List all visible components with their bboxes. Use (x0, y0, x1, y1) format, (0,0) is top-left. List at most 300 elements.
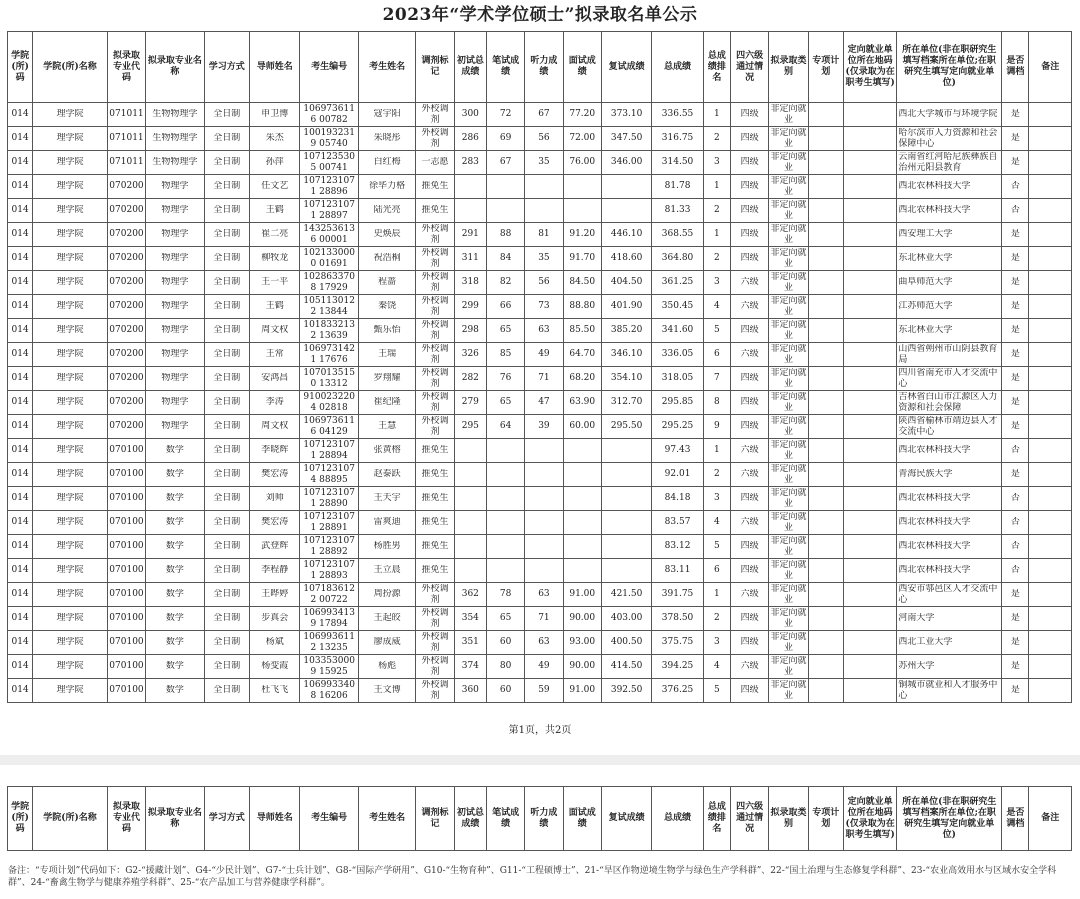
cell-employer: 西北农林科技大学 (897, 535, 1002, 559)
cell-rank: 1 (703, 103, 730, 127)
cell-college-code: 014 (8, 655, 33, 679)
cell-candidate-name: 徐毕力格 (358, 175, 415, 199)
cell-special-plan (808, 511, 843, 535)
cell-location-code (843, 151, 896, 175)
header-location-code: 定向就业单位所在地码(仅录取为在职考生填写) (843, 787, 896, 851)
header-interview-score: 面试成绩 (563, 787, 601, 851)
cell-study-mode: 全日制 (204, 679, 249, 703)
cell-advisor-name: 周文权 (250, 415, 300, 439)
cell-exam-id: 1071231071 28891 (300, 511, 358, 535)
cell-exam-id: 1071235305 00741 (300, 151, 358, 175)
cell-file-transfer: 是 (1002, 343, 1029, 367)
cell-employer: 东北林业大学 (897, 319, 1002, 343)
table-row (8, 295, 1072, 319)
cell-advisor-name: 杨斌 (250, 631, 300, 655)
cell-remarks (1029, 199, 1072, 223)
cell-college-code: 014 (8, 295, 33, 319)
cell-study-mode: 全日制 (204, 511, 249, 535)
cell-listening-score: 63 (525, 583, 563, 607)
cell-major-code: 070200 (107, 415, 145, 439)
cell-study-mode: 全日制 (204, 175, 249, 199)
cell-study-mode: 全日制 (204, 487, 249, 511)
cell-exam-id: 1071231071 28890 (300, 487, 358, 511)
cell-adjust-mark: 外校调剂 (416, 223, 454, 247)
cell-major-name: 数学 (146, 439, 204, 463)
cell-cet-level: 六级 (730, 655, 768, 679)
cell-college-name: 理学院 (33, 415, 108, 439)
cell-total-score: 316.75 (652, 127, 703, 151)
cell-rank: 2 (703, 127, 730, 151)
cell-candidate-name: 秦饶 (358, 295, 415, 319)
cell-college-name: 理学院 (33, 439, 108, 463)
cell-location-code (843, 463, 896, 487)
cell-admission-type: 非定向就业 (770, 175, 807, 197)
cell-listening-score (525, 487, 563, 511)
cell-file-transfer: 是 (1002, 367, 1029, 391)
cell-adjust-mark: 外校调剂 (416, 367, 454, 391)
cell-cet-level: 六级 (730, 583, 768, 607)
cell-listening-score (525, 199, 563, 223)
cell-study-mode: 全日制 (204, 391, 249, 415)
cell-candidate-name: 白红梅 (358, 151, 415, 175)
cell-written-score: 60 (486, 679, 524, 703)
cell-retest-score: 385.20 (601, 319, 651, 343)
cell-total-score: 394.25 (652, 655, 703, 679)
header-college-code: 学院(所)码 (8, 787, 33, 851)
cell-study-mode: 全日制 (204, 319, 249, 343)
cell-interview-score (563, 559, 601, 583)
cell-file-transfer: 是 (1002, 391, 1029, 415)
cell-study-mode: 全日制 (204, 655, 249, 679)
cell-major-code: 070100 (107, 559, 145, 583)
cell-college-code: 014 (8, 439, 33, 463)
cell-advisor-name: 崔二亮 (250, 223, 300, 247)
cell-cet-level: 四级 (730, 631, 768, 655)
cell-location-code (843, 655, 896, 679)
cell-prelim-total: 282 (454, 367, 486, 391)
cell-written-score: 78 (486, 583, 524, 607)
header-major-name: 拟录取专业名称 (146, 787, 204, 851)
cell-candidate-name: 崔纪隆 (358, 391, 415, 415)
cell-admission-type: 非定向就业 (770, 103, 807, 125)
cell-total-score: 350.45 (652, 295, 703, 319)
cell-remarks (1029, 271, 1072, 295)
cell-location-code (843, 631, 896, 655)
cell-rank: 5 (703, 679, 730, 703)
cell-special-plan (808, 679, 843, 703)
cell-cet-level: 四级 (730, 199, 768, 223)
cell-major-code: 070100 (107, 607, 145, 631)
cell-cet-level: 四级 (730, 487, 768, 511)
cell-total-score: 376.25 (652, 679, 703, 703)
cell-adjust-mark: 推免生 (416, 559, 454, 583)
cell-advisor-name: 李晓辉 (250, 439, 300, 463)
cell-prelim-total (454, 559, 486, 583)
header-candidate-name: 考生姓名 (358, 32, 415, 103)
header-prelim-total: 初试总成绩 (454, 787, 486, 851)
cell-remarks (1029, 391, 1072, 415)
cell-remarks (1029, 415, 1072, 439)
cell-major-name: 数学 (146, 535, 204, 559)
cell-exam-id: 1070135150 13312 (300, 367, 358, 391)
cell-employer: 云南省红河哈尼族彝族自治州元阳县教育 (897, 151, 1002, 175)
cell-rank: 3 (703, 151, 730, 175)
cell-file-transfer: 否 (1002, 175, 1029, 199)
cell-file-transfer: 是 (1002, 607, 1029, 631)
cell-remarks (1029, 247, 1072, 271)
cell-exam-id: 1001932319 05740 (300, 127, 358, 151)
cell-major-name: 物理学 (146, 367, 204, 391)
cell-file-transfer: 否 (1002, 439, 1029, 463)
cell-candidate-name: 周扮源 (358, 583, 415, 607)
cell-major-code: 070100 (107, 631, 145, 655)
cell-college-name: 理学院 (33, 655, 108, 679)
cell-file-transfer: 是 (1002, 679, 1029, 703)
header-file-transfer: 是否调档 (1002, 787, 1029, 851)
header-rank: 总成绩排名 (703, 787, 730, 851)
cell-major-code: 070200 (107, 367, 145, 391)
cell-cet-level: 六级 (730, 343, 768, 367)
cell-college-name: 理学院 (33, 103, 108, 127)
cell-college-code: 014 (8, 679, 33, 703)
cell-college-name: 理学院 (33, 127, 108, 151)
cell-special-plan (808, 343, 843, 367)
cell-listening-score: 71 (525, 367, 563, 391)
cell-college-code: 014 (8, 271, 33, 295)
cell-interview-score: 90.00 (563, 655, 601, 679)
header-cet-level: 四六级通过情况 (730, 787, 768, 851)
cell-major-code: 071011 (107, 103, 145, 127)
cell-study-mode: 全日制 (204, 103, 249, 127)
cell-remarks (1029, 511, 1072, 535)
header-candidate-name: 考生姓名 (358, 787, 415, 851)
cell-rank: 6 (703, 343, 730, 367)
cell-special-plan (808, 607, 843, 631)
cell-adjust-mark: 外校调剂 (416, 631, 454, 655)
cell-special-plan (808, 175, 843, 199)
cell-candidate-name: 杨胜男 (358, 535, 415, 559)
cell-study-mode: 全日制 (204, 559, 249, 583)
cell-file-transfer: 是 (1002, 127, 1029, 151)
cell-college-code: 014 (8, 127, 33, 151)
cell-prelim-total (454, 175, 486, 199)
cell-college-name: 理学院 (33, 343, 108, 367)
cell-retest-score (601, 439, 651, 463)
cell-rank: 2 (703, 607, 730, 631)
cell-total-score: 368.55 (652, 223, 703, 247)
cell-total-score: 336.05 (652, 343, 703, 367)
cell-retest-score: 347.50 (601, 127, 651, 151)
cell-exam-id: 1028633708 17929 (300, 271, 358, 295)
cell-file-transfer: 是 (1002, 583, 1029, 607)
header-major-code: 拟录取专业代码 (107, 32, 145, 103)
cell-rank: 6 (703, 559, 730, 583)
cell-major-name: 数学 (146, 679, 204, 703)
cell-cet-level: 四级 (730, 415, 768, 439)
cell-adjust-mark: 外校调剂 (416, 319, 454, 343)
cell-study-mode: 全日制 (204, 583, 249, 607)
cell-location-code (843, 247, 896, 271)
cell-total-score: 378.50 (652, 607, 703, 631)
cell-rank: 2 (703, 199, 730, 223)
cell-study-mode: 全日制 (204, 631, 249, 655)
cell-major-name: 生物物理学 (146, 151, 204, 175)
cell-written-score (486, 559, 524, 583)
cell-prelim-total (454, 511, 486, 535)
header-major-name: 拟录取专业名称 (146, 32, 204, 103)
cell-adjust-mark: 外校调剂 (416, 127, 454, 151)
cell-file-transfer: 否 (1002, 535, 1029, 559)
table-row (8, 679, 1072, 703)
cell-candidate-name: 王起皎 (358, 607, 415, 631)
cell-exam-id: 1069933408 16206 (300, 679, 358, 703)
cell-listening-score: 35 (525, 151, 563, 175)
cell-advisor-name: 王一平 (250, 271, 300, 295)
cell-study-mode: 全日制 (204, 535, 249, 559)
cell-remarks (1029, 655, 1072, 679)
cell-employer: 曲阜师范大学 (897, 271, 1002, 295)
cell-retest-score (601, 463, 651, 487)
cell-written-score (486, 463, 524, 487)
cell-total-score: 295.25 (652, 415, 703, 439)
cell-major-name: 物理学 (146, 319, 204, 343)
header-row (8, 32, 1072, 103)
cell-special-plan (808, 295, 843, 319)
cell-prelim-total: 300 (454, 103, 486, 127)
cell-employer: 四川省南充市人才交流中心 (897, 367, 1002, 391)
cell-exam-id: 1071231074 88895 (300, 463, 358, 487)
cell-study-mode: 全日制 (204, 127, 249, 151)
cell-total-score: 364.80 (652, 247, 703, 271)
cell-written-score: 80 (486, 655, 524, 679)
cell-remarks (1029, 223, 1072, 247)
table-row (8, 319, 1072, 343)
cell-cet-level: 四级 (730, 607, 768, 631)
cell-retest-score: 414.50 (601, 655, 651, 679)
cell-advisor-name: 王晔婷 (250, 583, 300, 607)
cell-advisor-name: 武登辉 (250, 535, 300, 559)
cell-rank: 1 (703, 223, 730, 247)
cell-college-name: 理学院 (33, 679, 108, 703)
table-row (8, 559, 1072, 583)
cell-advisor-name: 王鹤 (250, 199, 300, 223)
cell-employer: 西北农林科技大学 (897, 487, 1002, 511)
header-employer: 所在单位(非在职研究生填写档案所在单位;在职研究生填写定向就业单位) (897, 787, 1002, 851)
table-row (8, 343, 1072, 367)
header-written-score: 笔试成绩 (486, 32, 524, 103)
cell-rank: 4 (703, 295, 730, 319)
cell-college-name: 理学院 (33, 631, 108, 655)
cell-special-plan (808, 127, 843, 151)
cell-major-code: 070200 (107, 175, 145, 199)
table-row (8, 631, 1072, 655)
cell-study-mode: 全日制 (204, 247, 249, 271)
cell-adjust-mark: 推免生 (416, 511, 454, 535)
table-row (8, 487, 1072, 511)
cell-listening-score: 81 (525, 223, 563, 247)
cell-retest-score: 354.10 (601, 367, 651, 391)
cell-advisor-name: 安鸿昌 (250, 367, 300, 391)
cell-prelim-total: 295 (454, 415, 486, 439)
cell-college-code: 014 (8, 583, 33, 607)
cell-interview-score (563, 535, 601, 559)
table-row (8, 655, 1072, 679)
cell-admission-type: 非定向就业 (770, 535, 807, 557)
cell-rank: 3 (703, 271, 730, 295)
cell-major-code: 070200 (107, 295, 145, 319)
cell-college-code: 014 (8, 511, 33, 535)
cell-advisor-name: 孙萍 (250, 151, 300, 175)
cell-adjust-mark: 推免生 (416, 487, 454, 511)
cell-admission-type: 非定向就业 (770, 487, 807, 509)
cell-employer: 吉林省白山市江源区人力资源和社会保障 (897, 391, 1002, 415)
cell-exam-id: 1432536136 00001 (300, 223, 358, 247)
cell-file-transfer: 否 (1002, 559, 1029, 583)
cell-major-code: 070100 (107, 679, 145, 703)
cell-file-transfer: 是 (1002, 655, 1029, 679)
cell-major-name: 物理学 (146, 415, 204, 439)
cell-total-score: 84.18 (652, 487, 703, 511)
cell-written-score: 67 (486, 151, 524, 175)
cell-major-code: 070200 (107, 391, 145, 415)
cell-admission-type: 非定向就业 (770, 679, 807, 701)
cell-location-code (843, 439, 896, 463)
cell-listening-score: 63 (525, 631, 563, 655)
cell-candidate-name: 朱晓彤 (358, 127, 415, 151)
cell-listening-score (525, 463, 563, 487)
cell-prelim-total: 351 (454, 631, 486, 655)
header-exam-id: 考生编号 (300, 32, 358, 103)
cell-remarks (1029, 127, 1072, 151)
cell-interview-score: 60.00 (563, 415, 601, 439)
cell-advisor-name: 步真会 (250, 607, 300, 631)
cell-written-score: 69 (486, 127, 524, 151)
cell-college-code: 014 (8, 151, 33, 175)
cell-file-transfer: 是 (1002, 319, 1029, 343)
header-study-mode: 学习方式 (204, 787, 249, 851)
cell-admission-type: 非定向就业 (770, 463, 807, 485)
cell-employer: 西北工业大学 (897, 631, 1002, 655)
cell-prelim-total: 326 (454, 343, 486, 367)
cell-employer: 河南大学 (897, 607, 1002, 631)
cell-prelim-total (454, 487, 486, 511)
cell-major-code: 070100 (107, 439, 145, 463)
header-written-score: 笔试成绩 (486, 787, 524, 851)
cell-exam-id: 1069736116 04129 (300, 415, 358, 439)
cell-college-name: 理学院 (33, 295, 108, 319)
cell-location-code (843, 271, 896, 295)
table-row (8, 535, 1072, 559)
cell-advisor-name: 任文艺 (250, 175, 300, 199)
cell-remarks (1029, 439, 1072, 463)
cell-location-code (843, 295, 896, 319)
cell-rank: 5 (703, 319, 730, 343)
cell-interview-score (563, 199, 601, 223)
cell-total-score: 295.85 (652, 391, 703, 415)
cell-written-score: 65 (486, 391, 524, 415)
cell-retest-score (601, 175, 651, 199)
cell-written-score (486, 199, 524, 223)
cell-college-name: 理学院 (33, 199, 108, 223)
cell-major-name: 物理学 (146, 343, 204, 367)
cell-adjust-mark: 推免生 (416, 463, 454, 487)
cell-college-code: 014 (8, 463, 33, 487)
cell-college-code: 014 (8, 199, 33, 223)
cell-major-code: 070200 (107, 223, 145, 247)
cell-interview-score: 76.00 (563, 151, 601, 175)
cell-listening-score: 71 (525, 607, 563, 631)
header-admission-type: 拟录取类别 (769, 787, 808, 851)
admission-table-page-1 (7, 31, 1072, 703)
cell-admission-type: 非定向就业 (770, 151, 807, 173)
header-study-mode: 学习方式 (204, 32, 249, 103)
cell-major-code: 070100 (107, 511, 145, 535)
page-indicator: 第1页，共2页 (508, 725, 572, 736)
cell-total-score: 97.43 (652, 439, 703, 463)
cell-interview-score: 68.20 (563, 367, 601, 391)
cell-exam-id: 1069731421 17676 (300, 343, 358, 367)
cell-interview-score: 85.50 (563, 319, 601, 343)
header-college-name: 学院(所)名称 (33, 787, 108, 851)
cell-total-score: 391.75 (652, 583, 703, 607)
cell-advisor-name: 杨变霞 (250, 655, 300, 679)
cell-college-code: 014 (8, 367, 33, 391)
cell-total-score: 314.50 (652, 151, 703, 175)
cell-college-code: 014 (8, 487, 33, 511)
cell-major-code: 070200 (107, 247, 145, 271)
header-listening-score: 听力成绩 (525, 787, 563, 851)
cell-college-name: 理学院 (33, 535, 108, 559)
cell-candidate-name: 罗翔耀 (358, 367, 415, 391)
cell-admission-type: 非定向就业 (770, 319, 807, 341)
cell-location-code (843, 103, 896, 127)
cell-file-transfer: 是 (1002, 295, 1029, 319)
cell-employer: 西北农林科技大学 (897, 439, 1002, 463)
cell-admission-type: 非定向就业 (770, 271, 807, 293)
cell-advisor-name: 申卫博 (250, 103, 300, 127)
cell-total-score: 81.33 (652, 199, 703, 223)
cell-rank: 7 (703, 367, 730, 391)
cell-file-transfer: 是 (1002, 271, 1029, 295)
cell-exam-id: 1071836122 00722 (300, 583, 358, 607)
cell-candidate-name: 王瑞 (358, 343, 415, 367)
cell-retest-score: 373.10 (601, 103, 651, 127)
cell-interview-score: 84.50 (563, 271, 601, 295)
cell-prelim-total: 360 (454, 679, 486, 703)
cell-retest-score: 346.00 (601, 151, 651, 175)
cell-adjust-mark: 外校调剂 (416, 391, 454, 415)
header-adjust-mark: 调剂标记 (416, 32, 454, 103)
cell-interview-score: 77.20 (563, 103, 601, 127)
cell-rank: 4 (703, 655, 730, 679)
cell-college-name: 理学院 (33, 319, 108, 343)
cell-special-plan (808, 271, 843, 295)
cell-retest-score (601, 511, 651, 535)
cell-rank: 5 (703, 535, 730, 559)
cell-total-score: 81.78 (652, 175, 703, 199)
cell-candidate-name: 祝浩桐 (358, 247, 415, 271)
cell-major-name: 数学 (146, 583, 204, 607)
cell-written-score: 88 (486, 223, 524, 247)
cell-study-mode: 全日制 (204, 223, 249, 247)
cell-listening-score: 49 (525, 343, 563, 367)
cell-interview-score: 91.20 (563, 223, 601, 247)
cell-prelim-total: 286 (454, 127, 486, 151)
cell-written-score: 82 (486, 271, 524, 295)
cell-retest-score: 418.60 (601, 247, 651, 271)
cell-written-score: 72 (486, 103, 524, 127)
cell-employer: 苏州大学 (897, 655, 1002, 679)
